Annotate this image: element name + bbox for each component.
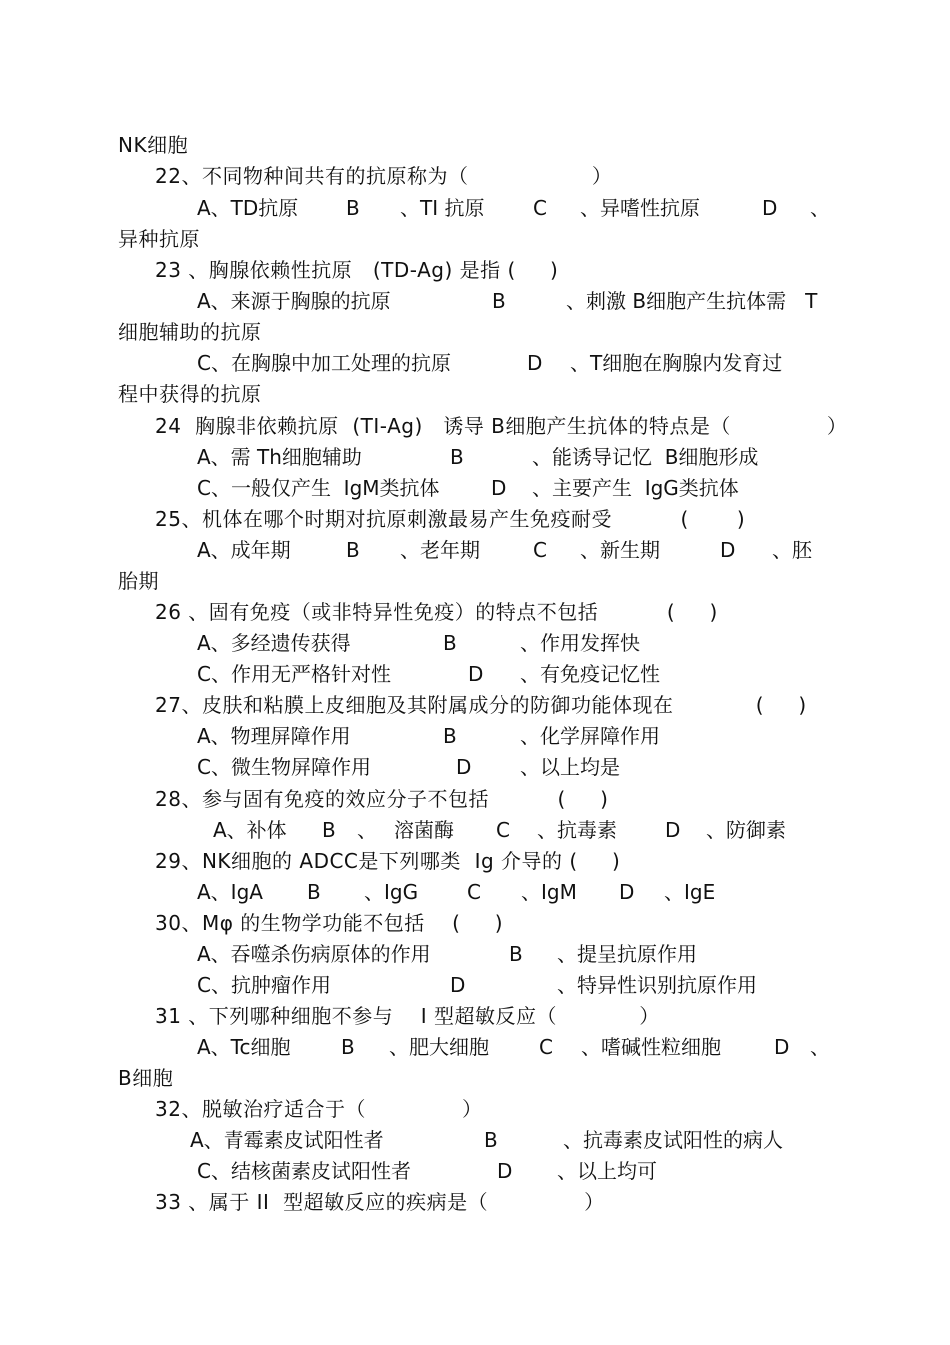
- option-b-letter: B: [307, 880, 321, 904]
- option-c: 、抗毒素: [537, 818, 617, 842]
- option-b: 、能诱导记忆 B细胞形成: [532, 445, 759, 469]
- option-a: A、来源于胸腺的抗原: [197, 289, 391, 313]
- option-d-letter: D: [774, 1035, 790, 1059]
- option-c: 、新生期: [580, 538, 660, 562]
- question-32: 32、脱敏治疗适合于（ ）: [155, 1097, 483, 1121]
- option-a: A、多经遗传获得: [197, 631, 351, 655]
- option-c: C、抗肿瘤作用: [197, 973, 331, 997]
- option-d-letter: D: [527, 351, 543, 375]
- option-d-letter: D: [619, 880, 635, 904]
- text-line: 胎期: [118, 569, 159, 593]
- question-30: 30、Mφ 的生物学功能不包括 ( ): [155, 911, 504, 935]
- option-b: 、老年期: [400, 538, 480, 562]
- option-d-letter: D: [665, 818, 681, 842]
- option-c: 、嗜碱性粒细胞: [581, 1035, 721, 1059]
- question-31: 31 、下列哪种细胞不参与 I 型超敏反应（ ）: [155, 1004, 660, 1028]
- option-c: C、一般仅产生 IgM类抗体: [197, 476, 440, 500]
- option-c-letter: C: [533, 538, 547, 562]
- option-b: 、化学屏障作用: [520, 724, 660, 748]
- option-b-letter: B: [484, 1128, 498, 1152]
- option-d: 、以上均是: [520, 755, 620, 779]
- option-b: 、刺激 B细胞产生抗体需 T: [566, 289, 818, 313]
- option-a: A、补体: [213, 818, 287, 842]
- option-c: C、结核菌素皮试阳性者: [197, 1159, 411, 1183]
- option-b-separator: 、: [357, 818, 377, 842]
- question-33: 33 、属于 II 型超敏反应的疾病是（ ）: [155, 1190, 605, 1214]
- option-d: 、T细胞在胸腺内发育过: [570, 351, 783, 375]
- option-c-letter: C: [539, 1035, 553, 1059]
- option-c-letter: C: [533, 196, 547, 220]
- question-26: 26 、固有免疫（或非特异性免疫）的特点不包括 ( ): [155, 600, 718, 624]
- option-d: 、有免疫记忆性: [520, 662, 660, 686]
- question-23: 23 、胸腺依赖性抗原 (TD-Ag) 是指 ( ): [155, 258, 559, 282]
- option-a: A、TD抗原: [197, 196, 299, 220]
- option-d: 、: [810, 196, 830, 220]
- question-29: 29、NK细胞的 ADCC是下列哪类 Ig 介导的 ( ): [155, 849, 621, 873]
- option-b-letter: B: [346, 196, 360, 220]
- option-c: C、在胸腺中加工处理的抗原: [197, 351, 451, 375]
- option-b-letter: B: [450, 445, 464, 469]
- option-d: 、防御素: [706, 818, 786, 842]
- text-line: 细胞辅助的抗原: [118, 320, 262, 344]
- option-d-letter: D: [450, 973, 466, 997]
- option-a: A、Tc细胞: [197, 1035, 291, 1059]
- option-b-letter: B: [443, 724, 457, 748]
- option-c-letter: C: [467, 880, 481, 904]
- text-line: NK细胞: [118, 133, 189, 157]
- option-b: 、抗毒素皮试阳性的病人: [563, 1128, 783, 1152]
- option-b-letter: B: [509, 942, 523, 966]
- text-line: B细胞: [118, 1066, 174, 1090]
- question-22: 22、不同物种间共有的抗原称为（ ）: [155, 164, 613, 188]
- option-d: 、以上均可: [557, 1159, 657, 1183]
- option-b: 、作用发挥快: [520, 631, 640, 655]
- option-c: C、微生物屏障作用: [197, 755, 371, 779]
- option-b: 、IgG: [364, 880, 419, 904]
- option-d-letter: D: [720, 538, 736, 562]
- option-d: 、特异性识别抗原作用: [557, 973, 757, 997]
- option-d-letter: D: [762, 196, 778, 220]
- option-b-letter: B: [346, 538, 360, 562]
- option-d-letter: D: [468, 662, 484, 686]
- option-d: 、胚: [772, 538, 812, 562]
- option-c-letter: C: [496, 818, 510, 842]
- option-d: 、: [810, 1035, 830, 1059]
- option-b: 、TI 抗原: [400, 196, 485, 220]
- question-25: 25、机体在哪个时期对抗原刺激最易产生免疫耐受 ( ): [155, 507, 746, 531]
- option-b-letter: B: [443, 631, 457, 655]
- option-a: A、物理屏障作用: [197, 724, 351, 748]
- option-d-letter: D: [497, 1159, 513, 1183]
- option-a: A、吞噬杀伤病原体的作用: [197, 942, 431, 966]
- option-d: 、主要产生 IgG类抗体: [532, 476, 739, 500]
- question-27: 27、皮肤和粘膜上皮细胞及其附属成分的防御功能体现在 ( ): [155, 693, 807, 717]
- option-c: 、异嗜性抗原: [580, 196, 700, 220]
- option-d-letter: D: [491, 476, 507, 500]
- option-a: A、成年期: [197, 538, 291, 562]
- option-b: 、提呈抗原作用: [557, 942, 697, 966]
- option-d: 、IgE: [664, 880, 716, 904]
- text-line: 异种抗原: [118, 227, 200, 251]
- option-b-letter: B: [341, 1035, 355, 1059]
- option-c: 、IgM: [521, 880, 577, 904]
- option-b-letter: B: [322, 818, 336, 842]
- option-b-letter: B: [492, 289, 506, 313]
- option-b: 溶菌酶: [394, 818, 454, 842]
- option-a: A、需 Th细胞辅助: [197, 445, 362, 469]
- option-a: A、IgA: [197, 880, 263, 904]
- question-24: 24 胸腺非依赖抗原 (TI-Ag) 诱导 B细胞产生抗体的特点是（ ）: [155, 414, 848, 438]
- option-b: 、肥大细胞: [389, 1035, 489, 1059]
- text-line: 程中获得的抗原: [118, 382, 262, 406]
- option-c: C、作用无严格针对性: [197, 662, 391, 686]
- question-28: 28、参与固有免疫的效应分子不包括 ( ): [155, 787, 609, 811]
- option-a: A、青霉素皮试阳性者: [190, 1128, 384, 1152]
- option-d-letter: D: [456, 755, 472, 779]
